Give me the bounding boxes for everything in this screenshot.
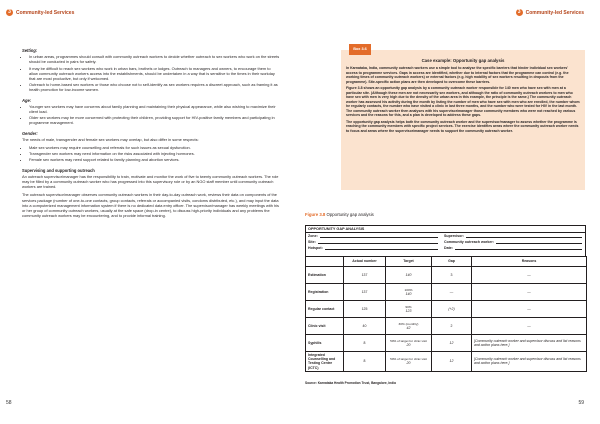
cow-label: Community outreach worker: xyxy=(444,240,494,244)
reason-cell: — xyxy=(472,301,587,318)
gender-list xyxy=(22,145,280,163)
figure-label: Figure 3.8 xyxy=(305,212,326,217)
actual-cell: 137 xyxy=(344,284,386,301)
actual-cell: 40 xyxy=(344,318,386,335)
list-item: • It may be difficult to reach sex workers who work in urban bars, brothels or lodges. Outreach to managers and owners, to encourage them to allow community outreach workers access into the establishments, should be undertaken in a way that is sensitive to the times in their workday that are most productive, but only if welcomed. xyxy=(29,66,280,82)
zone-label: Zone: xyxy=(308,234,318,238)
target-cell xyxy=(386,267,432,284)
chapter-title: Community-led Services xyxy=(525,9,584,16)
figure-caption xyxy=(305,212,374,217)
actual-cell: 137 xyxy=(344,267,386,284)
site-field xyxy=(308,240,438,244)
table-body xyxy=(306,267,587,372)
supervising-paragraph-2: The outreach supervisor/manager observes community outreach workers in their day-to-day outreach work, reviews their data on components of the services package (number of one-to-one contacts, group contacts, referrals or accompanied visits, condoms distributed, etc.), and may input the data into a computerized management information system if there is no dedicated data entry officer. The supervisor/manager has weekly meetings with his or her group of community outreach workers, usually at the safe space (drop-in centre), to discuss high-priority individuals and any problems the community outreach workers may be encountering, and to provide informal training. xyxy=(22,192,279,219)
gap-analysis-table xyxy=(305,256,587,372)
box-paragraph-1: In Karnataka, India, community outreach workers use a simple tool to analyse the specific barriers that hinder individual sex workers' access to programme services. Gaps in access are identified, whether due to internal factors that the programme can control (e.g. the working times of community outreach workers) or external factors (e.g. high mobility of sex workers resulting in dropouts from the programme). Site-specific action plans are then developed to overcome these barriers. xyxy=(346,66,569,84)
target-percent: 90% xyxy=(405,304,412,309)
gap-cell: (+2) xyxy=(432,301,472,318)
cow-field xyxy=(444,240,582,244)
area-cell: Integrated Counselling and Testing Centre (ICTC) xyxy=(306,352,344,372)
supervising-paragraph-1: An outreach supervisor/manager has the responsibility to train, motivate and monitor the work of five to twenty community outreach workers. The role may be filled by a community outreach worker who has progressed into this supervisory role or by an NGO staff member until community outreach workers are trained. xyxy=(22,173,279,190)
supervisor-line xyxy=(466,234,582,238)
target-percent: 50% of target for clinic visit xyxy=(390,357,427,362)
reason-cell: — xyxy=(472,318,587,335)
left-body-text xyxy=(22,43,280,221)
site-label: Site: xyxy=(308,240,316,244)
page-number-left: 58 xyxy=(6,400,12,406)
table-row xyxy=(306,352,587,372)
target-number: 42 xyxy=(406,326,411,330)
target-number: 20 xyxy=(406,361,411,366)
area-cell: Estimation xyxy=(306,267,344,284)
list-item: • Outreach to home-based sex workers or those who choose not to self-identify as sex workers requires a discreet approach, such as framing it as health promotion for low-income women. xyxy=(29,82,280,92)
target-number: 123 xyxy=(405,309,412,313)
date-field xyxy=(444,246,582,250)
age-heading: Age: xyxy=(22,97,32,103)
list-item: • Male sex workers may require counselling and referrals for such issues as sexual dysfunction. xyxy=(29,145,280,150)
table-row xyxy=(306,267,587,284)
gender-heading: Gender: xyxy=(22,130,38,136)
gap-cell: — xyxy=(432,284,472,301)
list-item: • Transgender sex workers may need information on the risks associated with injecting hormones. xyxy=(29,151,280,156)
table-header-row xyxy=(306,257,587,267)
supervisor-label: Supervisor: xyxy=(444,234,464,238)
table-row xyxy=(306,284,587,301)
chapter-number-badge: 3 xyxy=(516,9,523,16)
hotspot-line xyxy=(325,246,438,250)
supervising-heading: Supervising and supporting outreach xyxy=(22,167,95,173)
target-number: 20 xyxy=(406,343,411,347)
gender-intro: The needs of male, transgender and female sex workers may overlap, but also differ in some respects: xyxy=(22,136,199,142)
cow-line xyxy=(496,240,582,244)
left-running-header xyxy=(6,9,74,16)
gap-cell: 12 xyxy=(432,352,472,372)
list-item: • Female sex workers may need support related to family planning and abortion services. xyxy=(29,157,280,162)
target-cell xyxy=(386,318,432,335)
date-line xyxy=(455,246,582,250)
area-cell: Syphilis xyxy=(306,335,344,352)
list-item: • Older sex workers may be more concerned with protecting their children, providing support for HIV-positive family members and participating in programme management. xyxy=(29,115,280,125)
gap-cell: 12 xyxy=(432,335,472,352)
right-running-header xyxy=(516,9,584,16)
hotspot-field xyxy=(308,246,438,250)
reason-cell: [Community outreach worker and supervisor discuss and list reasons and action plans here.] xyxy=(472,352,587,372)
table-row xyxy=(306,301,587,318)
target-cell xyxy=(386,352,432,372)
actual-cell: 8 xyxy=(344,352,386,372)
form-fields xyxy=(305,232,586,256)
reason-cell: — xyxy=(472,267,587,284)
page-number-right: 59 xyxy=(578,400,584,406)
area-cell: Clinic visit xyxy=(306,318,344,335)
table-row xyxy=(306,335,587,352)
age-list xyxy=(22,104,280,126)
box-body xyxy=(346,66,580,135)
column-header: Actual number xyxy=(344,257,386,267)
target-percent: 30% (monthly) xyxy=(398,321,419,326)
area-cell: Registration xyxy=(306,284,344,301)
box-paragraph-2: Figure 3.8 shows an opportunity gap analysis by a community outreach worker responsible for 140 men who have sex with men at a particular site. (Although these men are not necessarily sex workers, and although the ratio of community outreach workers to men who have sex with men is very high due to the density of the urban area in this example, the principle is the same.) The community outreach worker has assessed his activity during the month by listing the number of men who have sex with men who are enrolled, the number whom he regularly contacts, the number who have visited a clinic in last three months, and the number who were tested for HIV in the last month. The community outreach worker then analyses with his supervisor/manager those community members who were not reached by various services and the reasons for this, and a plan is developed to address these gaps. xyxy=(346,86,580,117)
hotspot-label: Hotspot: xyxy=(308,246,323,250)
gap-cell: 3 xyxy=(432,267,472,284)
right-page xyxy=(300,0,590,424)
target-number: 140 xyxy=(405,272,412,277)
reason-cell: [Community outreach worker and supervisor discuss and list reasons and action plans here.] xyxy=(472,335,587,352)
zone-field xyxy=(308,234,438,238)
table-row xyxy=(306,318,587,335)
left-page xyxy=(0,0,290,424)
target-number: 140 xyxy=(405,292,412,296)
supervisor-field xyxy=(444,234,582,238)
setting-heading: Setting: xyxy=(22,48,38,53)
column-header: Gap xyxy=(432,257,472,267)
actual-cell: 125 xyxy=(344,301,386,318)
list-item: • Younger sex workers may have concerns about family planning and maintaining their physical appearance, while also wishing to maximize their client load. xyxy=(29,104,280,114)
chapter-number-badge: 3 xyxy=(6,9,13,16)
box-paragraph-3: The opportunity gap analysis helps both the community outreach worker and the supervisor/manager to assess whether the programme is reaching the community members with specific project services. The exercise identifies areas where the community outreach worker needs to focus and areas where the supervisor/manager needs to support the community outreach worker. xyxy=(346,119,579,133)
case-example-box xyxy=(341,47,585,190)
box-number-tab: Box 3.6 xyxy=(349,44,371,55)
opportunity-gap-form xyxy=(305,225,586,372)
reason-cell: — xyxy=(472,284,587,301)
target-percent: 100% xyxy=(404,287,413,292)
column-header: Reasons xyxy=(472,257,587,267)
date-label: Date: xyxy=(444,246,453,250)
column-header: Target xyxy=(386,257,432,267)
box-title: Case example: Opportunity gap analysis xyxy=(421,58,505,63)
zone-line xyxy=(320,234,438,238)
figure-title: Opportunity gap analysis xyxy=(326,212,374,217)
actual-cell: 8 xyxy=(344,335,386,352)
target-cell xyxy=(386,301,432,318)
area-cell: Regular contact xyxy=(306,301,344,318)
chapter-title: Community-led Services xyxy=(16,9,75,16)
target-cell xyxy=(386,335,432,352)
form-heading: OPPORTUNITY GAP ANALYSIS xyxy=(305,225,586,232)
setting-list xyxy=(22,54,280,92)
source-note: Source: Karnataka Health Promotion Trust, Bangalore, India xyxy=(305,381,396,385)
site-line xyxy=(318,240,438,244)
target-percent: 50% of target for clinic visit xyxy=(390,338,427,343)
column-header xyxy=(306,257,344,267)
gap-cell: 2 xyxy=(432,318,472,335)
target-cell xyxy=(386,284,432,301)
list-item: • In urban areas, programmes should consult with community outreach workers to decide whether outreach to sex workers who work on the streets should be conducted in pairs for safety. xyxy=(29,54,280,64)
